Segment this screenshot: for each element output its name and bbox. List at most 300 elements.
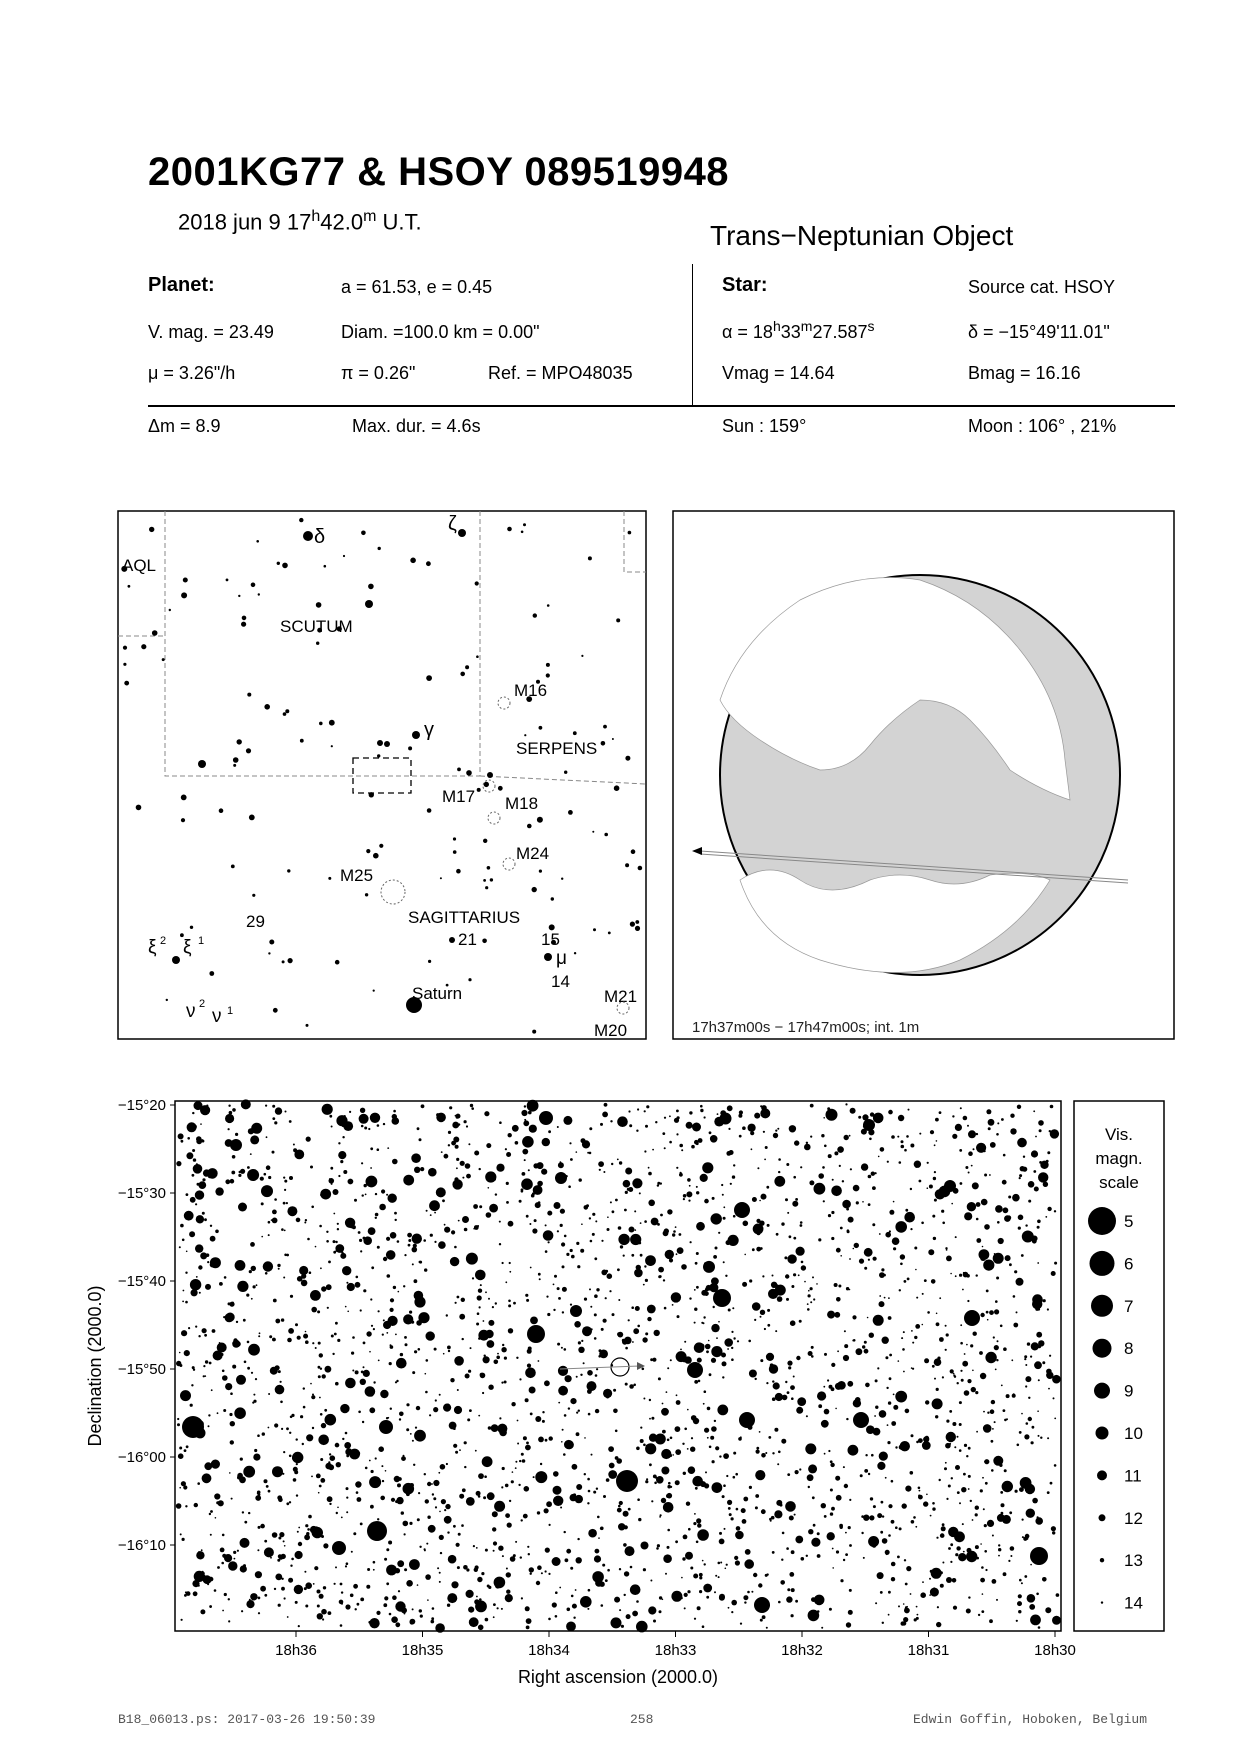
chart-star xyxy=(219,1342,221,1344)
chart-star xyxy=(844,1484,848,1488)
chart-star xyxy=(246,1472,249,1475)
chart-star xyxy=(955,1124,962,1131)
chart-star xyxy=(670,1437,673,1440)
chart-star xyxy=(337,1228,339,1230)
legend-mag-label: 9 xyxy=(1124,1381,1134,1401)
chart-star xyxy=(756,1219,760,1223)
chart-star xyxy=(709,1373,712,1376)
chart-star xyxy=(664,1117,666,1119)
chart-star xyxy=(506,1568,508,1570)
chart-star xyxy=(994,1421,996,1423)
chart-star xyxy=(360,1250,362,1252)
chart-star xyxy=(238,1174,241,1177)
chart-star xyxy=(335,1566,337,1568)
chart-star xyxy=(224,1593,227,1596)
chart-star xyxy=(652,1149,654,1151)
chart-star xyxy=(849,1499,851,1501)
chart-star xyxy=(1002,1481,1013,1492)
chart-star xyxy=(957,1491,960,1494)
chart-star xyxy=(322,1618,324,1620)
chart-star xyxy=(848,1217,854,1223)
chart-star xyxy=(583,1362,585,1364)
chart-star xyxy=(228,1561,237,1570)
chart-star xyxy=(476,1323,479,1326)
chart-star xyxy=(549,1524,551,1526)
chart-star xyxy=(623,1511,629,1517)
chart-star xyxy=(657,1182,660,1185)
chart-star xyxy=(1016,1620,1018,1622)
chart-star xyxy=(464,1120,467,1123)
chart-star xyxy=(752,1197,757,1202)
chart-star xyxy=(980,1489,983,1492)
chart-star xyxy=(990,1409,995,1414)
chart-star xyxy=(960,1324,962,1326)
chart-star xyxy=(447,1531,449,1533)
chart-star xyxy=(801,1261,804,1264)
chart-star xyxy=(976,1133,978,1135)
chart-star xyxy=(835,1408,837,1410)
chart-star xyxy=(404,1254,406,1256)
chart-star xyxy=(1038,1626,1041,1629)
chart-star xyxy=(772,1397,776,1401)
chart-star xyxy=(985,1352,996,1363)
chart-star xyxy=(478,1289,482,1293)
chart-star xyxy=(487,1492,495,1500)
chart-star xyxy=(199,1292,201,1294)
chart-star xyxy=(736,1526,741,1531)
chart-star xyxy=(201,1549,203,1551)
chart-star xyxy=(786,1298,789,1301)
finder-star xyxy=(533,613,537,617)
chart-star xyxy=(1029,1604,1035,1610)
chart-star xyxy=(595,1220,597,1222)
chart-star xyxy=(466,1497,475,1506)
chart-star xyxy=(915,1269,917,1271)
chart-star xyxy=(321,1286,326,1291)
chart-star xyxy=(785,1198,788,1201)
chart-star xyxy=(899,1161,902,1164)
finder-star xyxy=(226,579,229,582)
chart-star xyxy=(399,1418,401,1420)
chart-star xyxy=(831,1237,834,1240)
chart-star xyxy=(879,1233,881,1235)
chart-star xyxy=(403,1314,413,1324)
chart-star xyxy=(696,1541,699,1544)
chart-star xyxy=(702,1162,713,1173)
chart-star xyxy=(506,1201,509,1204)
chart-star xyxy=(967,1125,969,1127)
finder-star xyxy=(190,926,193,929)
chart-star xyxy=(975,1506,979,1510)
chart-star xyxy=(897,1556,900,1559)
chart-star xyxy=(716,1337,718,1339)
chart-star xyxy=(466,1174,471,1179)
chart-star xyxy=(255,1378,257,1380)
chart-star xyxy=(1032,1426,1035,1429)
chart-star xyxy=(202,1572,205,1575)
finder-star xyxy=(233,764,236,767)
chart-star xyxy=(846,1287,849,1290)
chart-star xyxy=(511,1402,515,1406)
chart-star xyxy=(697,1358,702,1363)
chart-star xyxy=(1037,1262,1039,1264)
chart-star xyxy=(210,1534,212,1536)
finder-star xyxy=(614,785,620,791)
chart-star xyxy=(576,1484,582,1490)
chart-star xyxy=(731,1600,737,1606)
chart-star xyxy=(318,1435,329,1446)
chart-star xyxy=(406,1492,410,1496)
chart-star xyxy=(307,1238,310,1241)
chart-star xyxy=(832,1567,834,1569)
chart-star xyxy=(782,1532,785,1535)
chart-star xyxy=(984,1174,987,1177)
chart-star xyxy=(452,1179,462,1189)
chart-star xyxy=(179,1447,182,1450)
chart-star xyxy=(893,1201,895,1203)
chart-star xyxy=(858,1116,861,1119)
chart-star xyxy=(793,1376,795,1378)
chart-star xyxy=(767,1324,770,1327)
chart-star xyxy=(669,1258,673,1262)
chart-star xyxy=(483,1320,485,1322)
chart-star xyxy=(540,1463,542,1465)
chart-star xyxy=(246,1600,254,1608)
chart-star xyxy=(786,1163,789,1166)
chart-star xyxy=(375,1457,377,1459)
chart-star xyxy=(639,1192,641,1194)
chart-star xyxy=(530,1573,532,1575)
chart-star xyxy=(682,1443,684,1445)
chart-star xyxy=(290,1565,292,1567)
chart-star xyxy=(671,1292,681,1302)
chart-star xyxy=(528,1553,530,1555)
chart-star xyxy=(718,1562,721,1565)
chart-star xyxy=(769,1518,772,1521)
chart-star xyxy=(319,1397,321,1399)
chart-star xyxy=(448,1350,450,1352)
chart-star xyxy=(719,1455,721,1457)
chart-star xyxy=(990,1142,996,1148)
chart-star xyxy=(284,1597,286,1599)
chart-star xyxy=(808,1610,820,1622)
chart-star xyxy=(774,1428,778,1432)
chart-star xyxy=(375,1213,379,1217)
chart-star xyxy=(617,1268,620,1271)
chart-star xyxy=(676,1394,678,1396)
chart-star xyxy=(789,1516,794,1521)
chart-star xyxy=(675,1540,678,1543)
chart-star xyxy=(627,1188,630,1191)
finder-star xyxy=(453,837,456,840)
chart-star xyxy=(383,1603,387,1607)
chart-star xyxy=(363,1342,366,1345)
chart-star xyxy=(395,1568,400,1573)
x-tick-label: 18h33 xyxy=(654,1642,697,1659)
chart-star xyxy=(796,1407,803,1414)
chart-star xyxy=(484,1355,486,1357)
chart-star xyxy=(538,1437,544,1443)
chart-star xyxy=(936,1388,939,1391)
chart-star xyxy=(528,1347,532,1351)
chart-star xyxy=(282,1473,284,1475)
chart-star xyxy=(932,1215,935,1218)
chart-star xyxy=(608,1446,614,1452)
chart-star xyxy=(250,1593,257,1600)
finder-star xyxy=(523,523,526,526)
chart-star xyxy=(257,1549,259,1551)
finder-star xyxy=(475,581,479,585)
chart-star xyxy=(957,1382,959,1384)
chart-star xyxy=(1020,1166,1025,1171)
chart-star xyxy=(968,1475,971,1478)
chart-star xyxy=(889,1210,894,1215)
chart-star xyxy=(319,1353,323,1357)
chart-star xyxy=(705,1344,711,1350)
chart-star xyxy=(658,1377,661,1380)
chart-star xyxy=(317,1613,323,1619)
chart-star xyxy=(686,1191,692,1197)
chart-star xyxy=(594,1313,597,1316)
chart-star xyxy=(696,1186,698,1188)
chart-star xyxy=(293,1144,295,1146)
finder-star xyxy=(603,725,607,729)
chart-star xyxy=(573,1617,575,1619)
star-bmag: Bmag = 16.16 xyxy=(968,363,1081,383)
label-sagittarius: SAGITTARIUS xyxy=(408,908,521,927)
chart-star xyxy=(303,1387,305,1389)
chart-star xyxy=(712,1482,723,1493)
chart-star xyxy=(353,1584,358,1589)
chart-star xyxy=(369,1460,371,1462)
finder-star xyxy=(604,833,608,837)
chart-star xyxy=(595,1374,598,1377)
chart-star xyxy=(975,1513,978,1516)
chart-star xyxy=(210,1510,213,1513)
chart-star xyxy=(537,1511,540,1514)
chart-star xyxy=(600,1527,604,1531)
chart-star xyxy=(808,1290,810,1292)
chart-star xyxy=(882,1538,888,1544)
chart-star xyxy=(304,1222,306,1224)
chart-star xyxy=(181,1140,184,1143)
chart-star xyxy=(657,1544,660,1547)
chart-star xyxy=(971,1387,976,1392)
chart-star xyxy=(310,1383,312,1385)
chart-star xyxy=(281,1428,283,1430)
chart-star xyxy=(898,1115,904,1121)
chart-star xyxy=(275,1574,282,1581)
chart-star xyxy=(428,1525,436,1533)
chart-star xyxy=(473,1228,475,1230)
chart-star xyxy=(1003,1409,1006,1412)
chart-star xyxy=(260,1586,266,1592)
chart-star xyxy=(215,1230,219,1234)
chart-star xyxy=(545,1570,547,1572)
chart-star xyxy=(720,1562,722,1564)
chart-star xyxy=(222,1610,224,1612)
finder-star xyxy=(300,739,304,743)
chart-star xyxy=(335,1443,340,1448)
chart-star xyxy=(191,1289,198,1296)
chart-star xyxy=(695,1262,698,1265)
chart-star xyxy=(950,1543,953,1546)
chart-star xyxy=(588,1529,597,1538)
finder-star xyxy=(379,844,383,848)
finder-star xyxy=(482,939,487,944)
chart-star xyxy=(774,1176,785,1187)
finder-star xyxy=(635,926,640,931)
y-tick-label: −16°10 xyxy=(117,1537,166,1554)
chart-star xyxy=(1040,1437,1042,1439)
chart-star xyxy=(883,1274,886,1277)
chart-star xyxy=(863,1515,869,1521)
chart-star xyxy=(525,1445,531,1451)
chart-star xyxy=(718,1232,720,1234)
chart-star xyxy=(261,1236,263,1238)
chart-star xyxy=(904,1149,907,1152)
chart-star xyxy=(840,1579,843,1582)
chart-star xyxy=(710,1135,718,1143)
chart-star xyxy=(821,1134,824,1137)
chart-star xyxy=(631,1306,634,1309)
chart-star xyxy=(563,1116,572,1125)
chart-star xyxy=(399,1412,404,1417)
chart-star xyxy=(836,1550,839,1553)
chart-star xyxy=(863,1557,865,1559)
chart-star xyxy=(384,1558,387,1561)
chart-star xyxy=(680,1597,683,1600)
chart-star xyxy=(834,1283,838,1287)
chart-star xyxy=(338,1151,346,1159)
chart-star xyxy=(1038,1172,1048,1182)
chart-star xyxy=(982,1593,984,1595)
chart-star xyxy=(521,1110,527,1116)
chart-star xyxy=(202,1473,212,1483)
chart-star xyxy=(817,1554,821,1558)
chart-star xyxy=(691,1415,697,1421)
chart-bright-star xyxy=(367,1521,387,1541)
chart-star xyxy=(198,1181,206,1189)
chart-star xyxy=(617,1332,621,1336)
chart-star xyxy=(543,1230,554,1241)
chart-star xyxy=(424,1549,426,1551)
y-tick-label: −15°40 xyxy=(117,1273,166,1290)
chart-star xyxy=(675,1449,681,1455)
chart-star xyxy=(806,1415,808,1417)
chart-star xyxy=(482,1456,493,1467)
chart-star xyxy=(475,1450,477,1452)
chart-star xyxy=(824,1145,827,1148)
chart-star xyxy=(735,1473,738,1476)
chart-star xyxy=(879,1410,887,1418)
chart-star xyxy=(838,1285,841,1288)
chart-star xyxy=(469,1409,472,1412)
chart-star xyxy=(414,1296,425,1307)
chart-star xyxy=(742,1126,746,1130)
chart-star xyxy=(797,1397,806,1406)
chart-star xyxy=(179,1364,182,1367)
chart-star xyxy=(972,1182,979,1189)
footer-file-info: B18_06013.ps: 2017-03-26 19:50:39 xyxy=(118,1712,376,1727)
chart-star xyxy=(664,1307,667,1310)
chart-star xyxy=(274,1121,277,1124)
chart-star xyxy=(479,1598,482,1601)
chart-star xyxy=(370,1113,380,1123)
planet-orbit: a = 61.53, e = 0.45 xyxy=(341,277,493,297)
chart-star xyxy=(591,1328,593,1330)
finder-star xyxy=(285,709,289,713)
chart-star xyxy=(855,1397,861,1403)
chart-star xyxy=(384,1596,388,1600)
chart-star xyxy=(304,1534,310,1540)
chart-star xyxy=(179,1352,181,1354)
chart-star xyxy=(495,1302,497,1304)
chart-star xyxy=(1047,1491,1050,1494)
chart-star xyxy=(491,1424,499,1432)
chart-star xyxy=(667,1546,670,1549)
chart-star xyxy=(366,1176,378,1188)
chart-star xyxy=(230,1392,233,1395)
chart-star xyxy=(1019,1174,1022,1177)
chart-star xyxy=(810,1136,812,1138)
chart-star xyxy=(515,1467,517,1469)
chart-star xyxy=(736,1508,739,1511)
chart-star xyxy=(946,1249,948,1251)
chart-star xyxy=(521,1178,533,1190)
chart-star xyxy=(268,1176,271,1179)
chart-star xyxy=(744,1601,746,1603)
chart-star xyxy=(263,1261,273,1271)
finder-star xyxy=(369,792,374,797)
label-m24: M24 xyxy=(516,844,550,863)
chart-star xyxy=(624,1337,632,1345)
chart-star xyxy=(945,1443,951,1449)
legend-mag-label: 12 xyxy=(1124,1508,1143,1528)
chart-star xyxy=(180,1390,191,1401)
chart-star xyxy=(1019,1579,1022,1582)
chart-star xyxy=(1053,1397,1055,1399)
chart-star xyxy=(623,1180,631,1188)
chart-star xyxy=(805,1443,816,1454)
chart-star xyxy=(651,1500,653,1502)
chart-star xyxy=(1020,1477,1032,1489)
chart-star xyxy=(397,1483,401,1487)
chart-star xyxy=(523,1120,529,1126)
chart-star xyxy=(1003,1207,1009,1213)
chart-star xyxy=(603,1171,605,1173)
chart-star xyxy=(202,1178,205,1181)
chart-star xyxy=(632,1341,634,1343)
chart-star xyxy=(891,1520,895,1524)
chart-star xyxy=(477,1577,482,1582)
chart-star xyxy=(487,1585,490,1588)
chart-star xyxy=(790,1385,795,1390)
chart-star xyxy=(603,1319,607,1323)
chart-star xyxy=(295,1551,303,1559)
chart-star xyxy=(793,1237,796,1240)
finder-star xyxy=(408,746,412,750)
chart-star xyxy=(807,1308,810,1311)
chart-star xyxy=(623,1255,625,1257)
chart-star xyxy=(910,1471,914,1475)
chart-star xyxy=(663,1554,672,1563)
chart-star xyxy=(280,1381,282,1383)
chart-star xyxy=(966,1344,968,1346)
chart-star xyxy=(733,1337,735,1339)
finder-star xyxy=(124,681,129,686)
chart-star xyxy=(535,1416,541,1422)
